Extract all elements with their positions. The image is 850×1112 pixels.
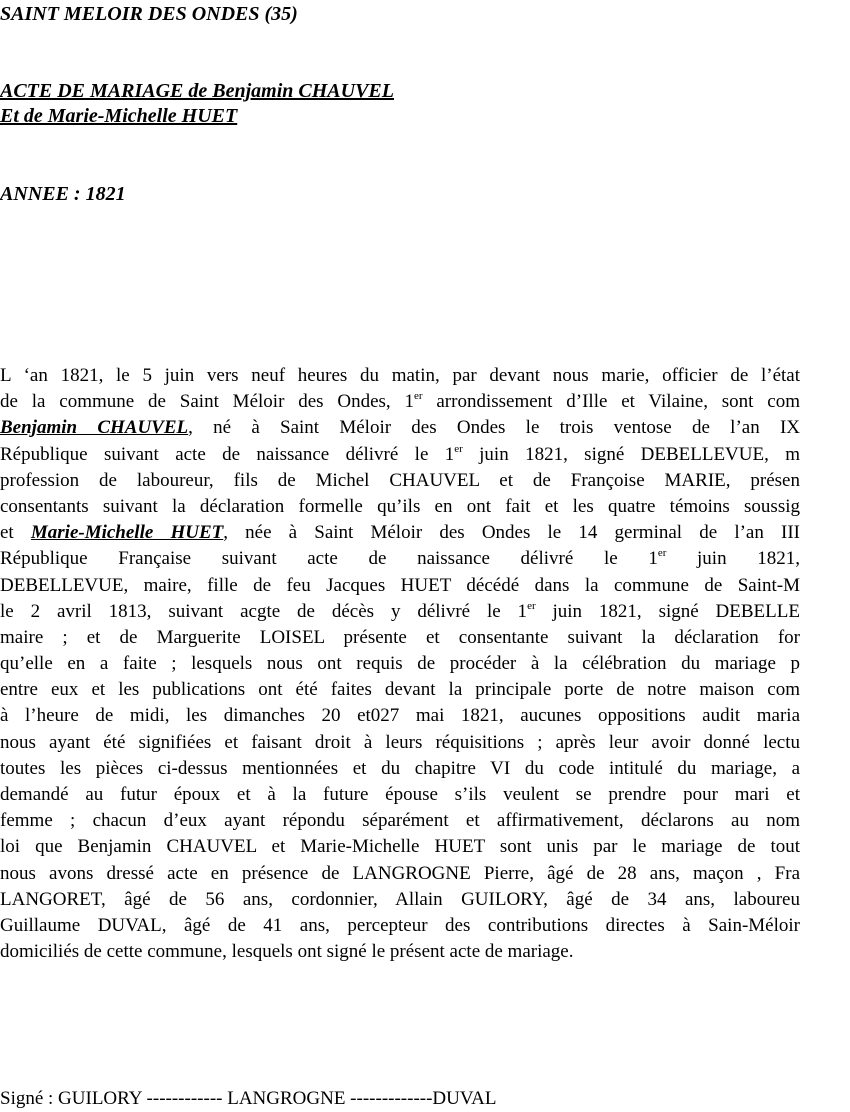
text-line — [0, 599, 800, 625]
year-heading: ANNEE : 1821 — [0, 183, 126, 205]
text-line — [0, 677, 800, 703]
text-line — [0, 363, 800, 389]
text-segment: de la commune de Saint Méloir des Ondes, 1 — [0, 391, 414, 413]
text-segment: nous avons dressé acte en présence de LANGROGNE Pierre, âgé de 28 ans, maçon , Fra — [0, 862, 800, 884]
text-segment: loi que Benjamin CHAUVEL et Marie-Michelle HUET sont unis par le mariage de tout — [0, 836, 800, 858]
text-line — [0, 442, 800, 468]
text-line — [0, 861, 800, 887]
spouse-name: Benjamin CHAUVEL — [0, 417, 189, 439]
signature-line: Signé : GUILORY ------------ LANGROGNE -------------DUVAL — [0, 1088, 497, 1109]
text-line — [0, 887, 800, 913]
text-segment: juin 1821, — [666, 548, 800, 570]
text-segment: femme ; chacun d’eux ayant répondu séparément et affirmativement, déclarons au nom — [0, 810, 800, 832]
text-line — [0, 730, 800, 756]
place-heading: SAINT MELOIR DES ONDES (35) — [0, 3, 298, 25]
text-segment: , né à Saint Méloir des Ondes le trois ventose de l’an IX — [188, 417, 800, 439]
text-segment: nous ayant été signifiées et faisant droit à leurs réquisitions ; après leur avoir donné lectu — [0, 731, 800, 753]
ordinal-superscript: er — [527, 599, 536, 612]
spouse-name: Marie-Michelle HUET — [30, 522, 224, 544]
text-segment: qu’elle en a faite ; lesquels nous ont requis de procéder à la célébration du mariage p — [0, 653, 800, 675]
ordinal-superscript: er — [657, 547, 667, 560]
text-segment: , née à Saint Méloir des Ondes le 14 germinal de l’an III — [223, 522, 800, 544]
act-title-line-2: Et de Marie-Michelle HUET — [0, 105, 238, 127]
text-segment: LANGORET, âgé de 56 ans, cordonnier, Allain GUILORY, âgé de 34 ans, laboureu — [0, 888, 800, 910]
text-segment: consentants suivant la déclaration formelle qu’ils en ont fait et les quatre témoins soussig — [0, 495, 800, 517]
ordinal-superscript: er — [414, 390, 423, 403]
text-line — [0, 913, 800, 939]
text-line — [0, 415, 800, 441]
text-segment: entre eux et les publications ont été faites devant la principale porte de notre maison com — [0, 679, 800, 701]
text-segment: le 2 avril 1813, suivant acgte de décès y délivré le 1 — [0, 600, 528, 622]
text-line — [0, 520, 800, 546]
text-line — [0, 468, 800, 494]
text-line — [0, 808, 800, 834]
marriage-act-text — [0, 363, 800, 965]
text-line — [0, 756, 800, 782]
text-segment: demandé au futur époux et à la future épouse s’ils veulent se prendre pour mari et — [0, 784, 800, 805]
text-segment: L ‘an 1821, le 5 juin vers neuf heures du matin, par devant nous marie, officier de l’état — [0, 365, 800, 386]
text-segment: domiciliés de cette commune, lesquels ont signé le présent acte de mariage. — [0, 941, 574, 963]
text-segment: arrondissement d’Ille et Vilaine, sont com — [422, 391, 800, 413]
act-title-line-1: ACTE DE MARIAGE de Benjamin CHAUVEL — [0, 80, 394, 102]
text-line — [0, 389, 800, 415]
text-segment: juin 1821, signé DEBELLE — [535, 600, 800, 622]
text-line — [0, 625, 800, 651]
text-segment: maire ; et de Marguerite LOISEL présente et consentante suivant la déclaration for — [0, 626, 800, 648]
ordinal-superscript: er — [454, 442, 463, 455]
text-line — [0, 939, 800, 965]
text-segment: à l’heure de midi, les dimanches 20 et027 mai 1821, aucunes oppositions audit maria — [0, 705, 800, 727]
text-segment: DEBELLEVUE, maire, fille de feu Jacques HUET décédé dans la commune de Saint-M — [0, 574, 800, 596]
text-segment: et — [0, 522, 31, 544]
text-segment: juin 1821, signé DEBELLEVUE, m — [462, 443, 800, 465]
text-line — [0, 573, 800, 599]
text-line — [0, 834, 800, 860]
text-segment: profession de laboureur, fils de Michel CHAUVEL et de Françoise MARIE, présen — [0, 469, 800, 491]
text-line — [0, 494, 800, 520]
text-segment: République Française suivant acte de naissance délivré le 1 — [0, 548, 658, 570]
text-segment: Guillaume DUVAL, âgé de 41 ans, percepteur des contributions directes à Sain-Méloir — [0, 914, 800, 936]
text-line — [0, 703, 800, 729]
text-segment: toutes les pièces ci-dessus mentionnées et du chapitre VI du code intitulé du mariage, a — [0, 757, 800, 779]
text-segment: République suivant acte de naissance délivré le 1 — [0, 443, 455, 465]
text-line — [0, 782, 800, 808]
text-line — [0, 651, 800, 677]
text-line — [0, 546, 800, 572]
